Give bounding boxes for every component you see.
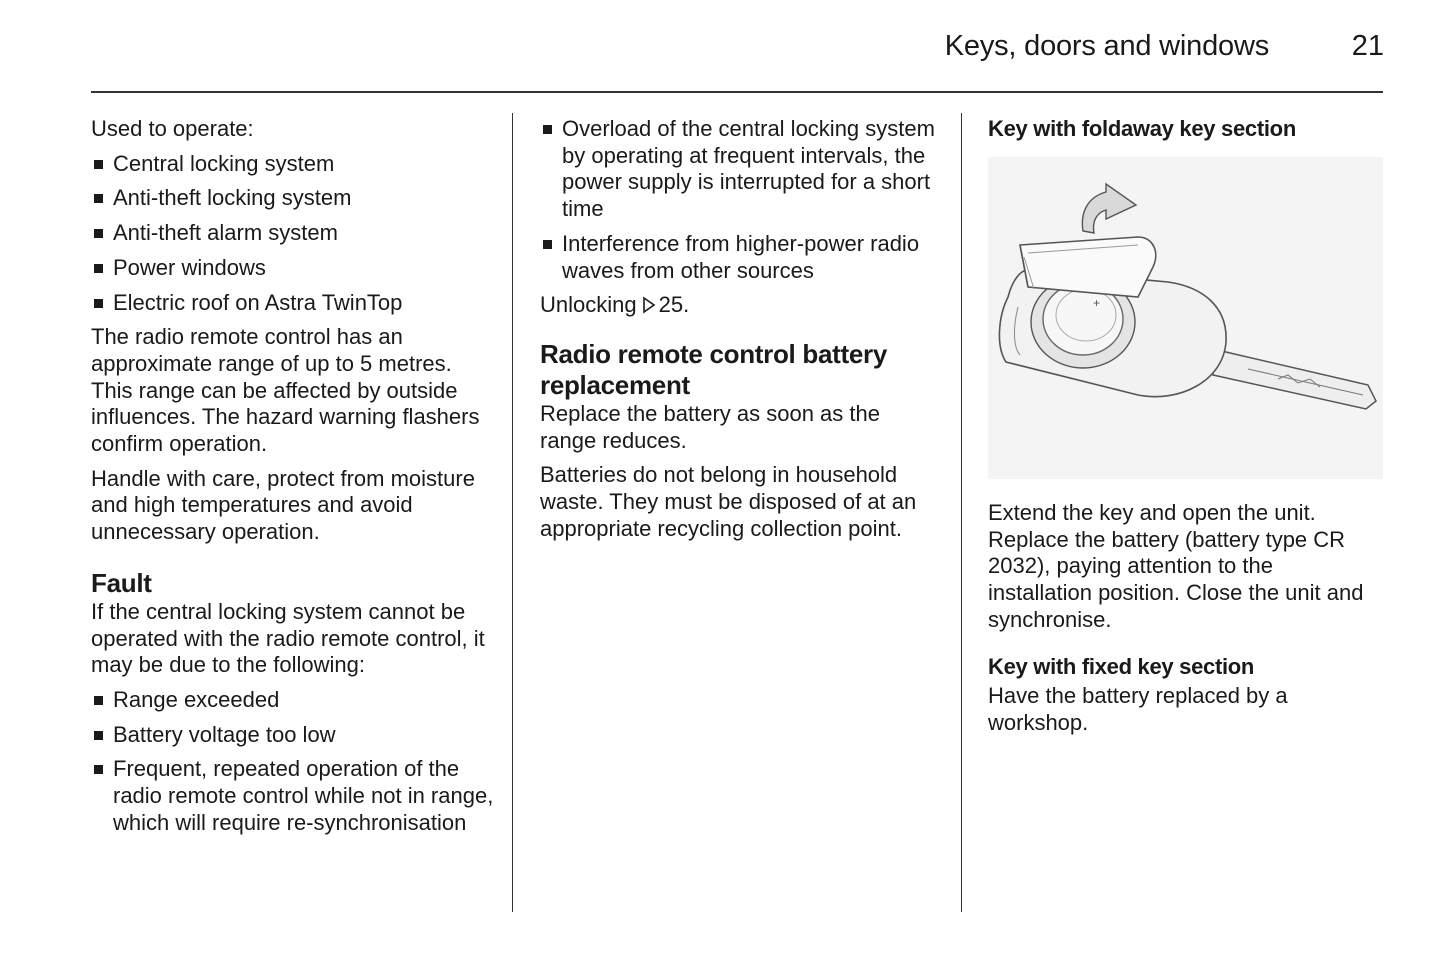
key-illustration-graphic xyxy=(988,157,1383,479)
battery-heading: Radio remote control battery replacement xyxy=(540,338,887,400)
battery-paragraph-1: Replace the battery as soon as the range reduces. xyxy=(540,400,880,453)
fixed-heading: Key with fixed key section xyxy=(988,653,1255,679)
list-item: Anti-theft alarm system xyxy=(91,220,496,247)
column-divider-2 xyxy=(961,113,962,912)
fault-heading: Fault xyxy=(91,567,152,598)
list-item: Frequent, repeated operation of the radio remote control while not in range, which will require re-synchronisation xyxy=(91,756,496,836)
fault-list xyxy=(91,687,496,837)
chapter-title: Keys, doors and windows xyxy=(944,30,1269,62)
care-paragraph: Handle with care, protect from moisture and high temperatures and avoid unnecessary operation. xyxy=(91,465,475,545)
battery-paragraph-2: Batteries do not belong in household waste. They must be disposed of at an appropriate recycling collection point. xyxy=(540,462,917,541)
list-item: Range exceeded xyxy=(91,687,496,714)
column-2 xyxy=(540,116,940,550)
fault-list-continued xyxy=(540,116,940,284)
fault-paragraph: If the central locking system cannot be operated with the radio remote control, it may be due to the following: xyxy=(91,598,485,678)
list-item: Electric roof on Astra TwinTop xyxy=(91,290,496,317)
header-divider xyxy=(91,91,1383,93)
list-item: Overload of the central locking system by operating at frequent intervals, the power supply is interrupted for a short time xyxy=(540,116,940,223)
column-1 xyxy=(91,116,496,844)
column-3 xyxy=(988,116,1383,143)
list-item: Battery voltage too low xyxy=(91,722,496,749)
list-item: Interference from higher-power radio waves from other sources xyxy=(540,231,940,284)
list-item: Power windows xyxy=(91,255,496,282)
page-number: 21 xyxy=(1351,30,1384,62)
list-item: Central locking system xyxy=(91,151,496,178)
list-item: Anti-theft locking system xyxy=(91,185,496,212)
column-3-lower xyxy=(988,500,1383,745)
fixed-paragraph: Have the battery replaced by a workshop. xyxy=(988,683,1288,735)
unlocking-reference[interactable] xyxy=(540,292,940,319)
column-divider-1 xyxy=(512,113,513,912)
key-battery-illustration xyxy=(988,157,1383,479)
foldaway-paragraph: Extend the key and open the unit. Replace the battery (battery type CR 2032), paying attention to the installation position. Close the unit and synchronise. xyxy=(988,500,1364,632)
foldaway-heading: Key with foldaway key section xyxy=(988,116,1296,141)
unlocking-page: 25. xyxy=(658,292,690,318)
range-paragraph: The radio remote control has an approximate range of up to 5 metres. This range can be affected by outside influences. The hazard warning flashers confirm operation. xyxy=(91,324,480,457)
svg-text:+: + xyxy=(1093,296,1101,310)
xref-arrow-icon xyxy=(641,296,657,314)
unlocking-label: Unlocking xyxy=(540,292,637,318)
intro-text: Used to operate: xyxy=(91,116,254,141)
operate-list xyxy=(91,151,496,317)
